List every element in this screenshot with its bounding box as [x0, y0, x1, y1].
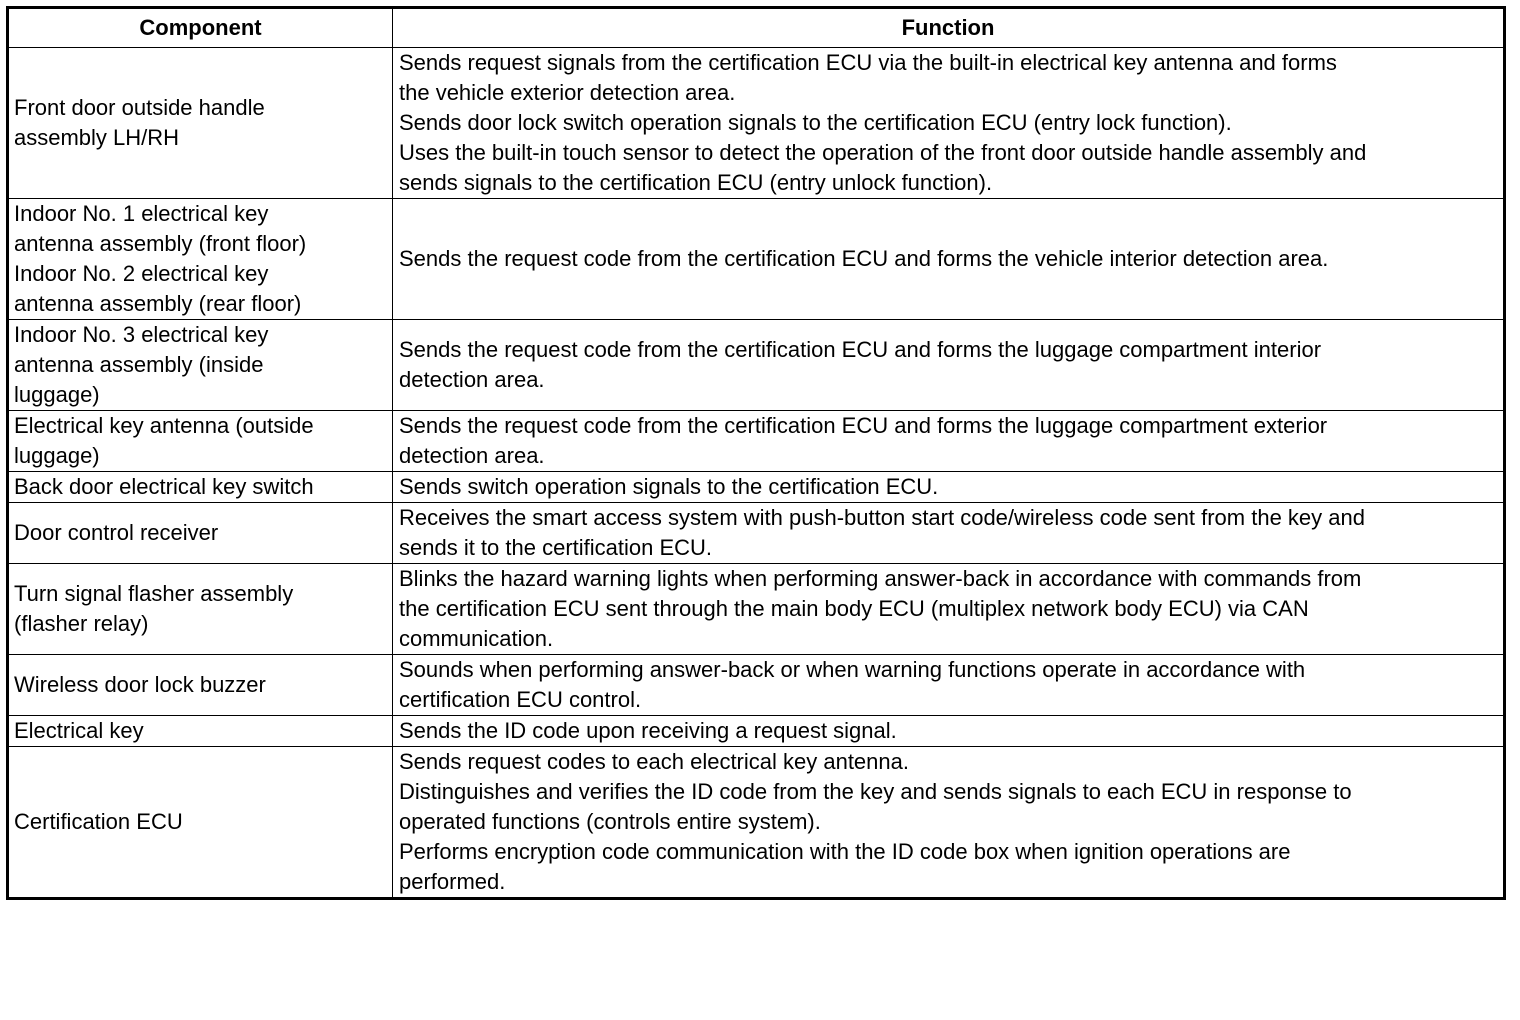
- component-text: (flasher relay): [14, 611, 149, 636]
- component-cell: [8, 411, 393, 472]
- component-cell: [8, 320, 393, 411]
- component-text: antenna assembly (rear floor): [14, 291, 302, 316]
- component-text: Wireless door lock buzzer: [14, 672, 266, 697]
- function-text: detection area.: [399, 443, 545, 468]
- header-function: Function: [393, 8, 1505, 48]
- function-cell: [393, 199, 1505, 320]
- component-text: Turn signal flasher assembly: [14, 581, 294, 606]
- header-row: [8, 8, 1505, 48]
- function-text: Sends request codes to each electrical key antenna.: [399, 749, 909, 774]
- function-cell: [393, 472, 1505, 503]
- header-component: Component: [8, 8, 393, 48]
- component-text: Door control receiver: [14, 520, 219, 545]
- component-text: Indoor No. 3 electrical key: [14, 322, 269, 347]
- component-cell: [8, 48, 393, 199]
- component-text: antenna assembly (front floor): [14, 231, 307, 256]
- function-text: Sends the request code from the certification ECU and forms the luggage compartment interior: [399, 337, 1322, 362]
- function-text: Blinks the hazard warning lights when performing answer-back in accordance with commands from: [399, 566, 1362, 591]
- component-cell: [8, 655, 393, 716]
- component-text: Electrical key: [14, 718, 144, 743]
- function-text: sends it to the certification ECU.: [399, 535, 713, 560]
- table-body: [8, 48, 1505, 899]
- component-cell: [8, 716, 393, 747]
- function-text: operated functions (controls entire system).: [399, 809, 821, 834]
- table-row: [8, 503, 1505, 564]
- component-function-table: [6, 6, 1506, 900]
- table-row: [8, 411, 1505, 472]
- table-row: [8, 564, 1505, 655]
- component-text: Front door outside handle: [14, 95, 265, 120]
- function-cell: [393, 503, 1505, 564]
- function-text: Sends the ID code upon receiving a request signal.: [399, 718, 897, 743]
- component-text: Back door electrical key switch: [14, 474, 314, 499]
- function-cell: [393, 48, 1505, 199]
- function-text: Sends request signals from the certification ECU via the built-in electrical key antenna and forms: [399, 50, 1337, 75]
- function-cell: [393, 320, 1505, 411]
- function-text: certification ECU control.: [399, 687, 642, 712]
- table-row: [8, 472, 1505, 503]
- function-cell: [393, 716, 1505, 747]
- function-cell: [393, 655, 1505, 716]
- component-text: assembly LH/RH: [14, 125, 180, 150]
- function-text: Receives the smart access system with push-button start code/wireless code sent from the key and: [399, 505, 1365, 530]
- component-text: luggage): [14, 443, 100, 468]
- component-text: luggage): [14, 382, 100, 407]
- function-text: Sends the request code from the certification ECU and forms the vehicle interior detection area.: [399, 246, 1329, 271]
- function-text: detection area.: [399, 367, 545, 392]
- function-text: communication.: [399, 626, 554, 651]
- function-text: Sends switch operation signals to the certification ECU.: [399, 474, 939, 499]
- function-text: Sends door lock switch operation signals to the certification ECU (entry lock function).: [399, 110, 1232, 135]
- table-row: [8, 716, 1505, 747]
- component-text: Indoor No. 2 electrical key: [14, 261, 269, 286]
- component-cell: [8, 564, 393, 655]
- component-cell: [8, 503, 393, 564]
- component-cell: [8, 472, 393, 503]
- table-row: [8, 747, 1505, 899]
- component-text: Electrical key antenna (outside: [14, 413, 314, 438]
- function-text: Sounds when performing answer-back or when warning functions operate in accordance with: [399, 657, 1306, 682]
- table-row: [8, 655, 1505, 716]
- component-cell: [8, 747, 393, 899]
- function-text: the certification ECU sent through the main body ECU (multiplex network body ECU) via CAN: [399, 596, 1309, 621]
- component-text: Certification ECU: [14, 809, 183, 834]
- function-text: Performs encryption code communication with the ID code box when ignition operations are: [399, 839, 1291, 864]
- function-cell: [393, 411, 1505, 472]
- function-cell: [393, 747, 1505, 899]
- function-text: performed.: [399, 869, 506, 894]
- function-text: Sends the request code from the certification ECU and forms the luggage compartment exterior: [399, 413, 1328, 438]
- table-row: [8, 199, 1505, 320]
- function-text: the vehicle exterior detection area.: [399, 80, 736, 105]
- table-row: [8, 48, 1505, 199]
- function-cell: [393, 564, 1505, 655]
- table-row: [8, 320, 1505, 411]
- function-text: sends signals to the certification ECU (entry unlock function).: [399, 170, 993, 195]
- component-text: antenna assembly (inside: [14, 352, 264, 377]
- function-text: Uses the built-in touch sensor to detect the operation of the front door outside handle assembly and: [399, 140, 1367, 165]
- function-text: Distinguishes and verifies the ID code from the key and sends signals to each ECU in response to: [399, 779, 1352, 804]
- component-cell: [8, 199, 393, 320]
- component-text: Indoor No. 1 electrical key: [14, 201, 269, 226]
